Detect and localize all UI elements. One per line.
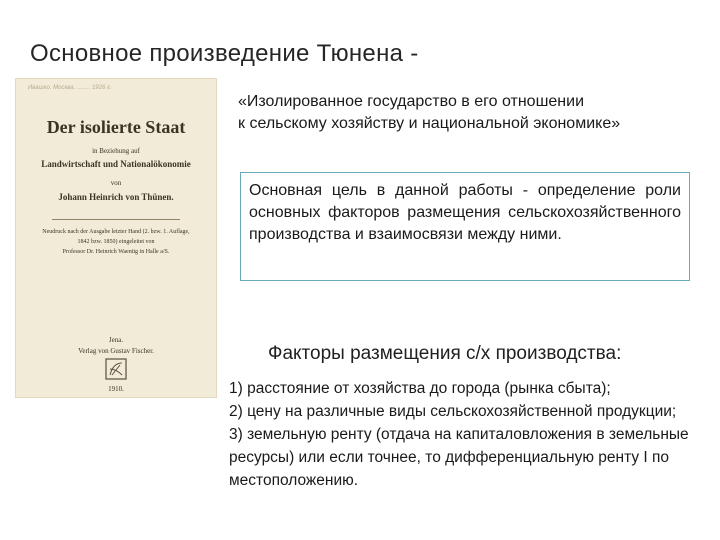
- goal-box: [240, 172, 690, 281]
- work-title: [238, 91, 698, 134]
- cover-subtitle-1: in Beziehung auf: [92, 147, 140, 155]
- slide-title: Основное произведение Тюнена -: [30, 40, 419, 67]
- cover-von: von: [110, 179, 122, 187]
- book-cover-image: [15, 78, 217, 398]
- cover-edition-1: Neudruck nach der Ausgabe letzter Hand (2. bzw. 1. Auflage,: [42, 229, 190, 235]
- cover-city: Jena.: [108, 336, 124, 344]
- work-title-line-1: «Изолированное государство в его отношении: [238, 93, 585, 110]
- factors-heading: Факторы размещения с/х производства:: [268, 343, 622, 364]
- factors-list: [229, 378, 705, 493]
- cover-title: Der isolierte Staat: [46, 117, 186, 137]
- cover-year: 1910.: [108, 385, 124, 393]
- publisher-emblem-icon: [104, 357, 128, 381]
- work-title-line-2: к сельскому хозяйству и национальной экономике»: [238, 114, 621, 132]
- cover-publisher: Verlag von Gustav Fischer.: [78, 347, 154, 355]
- cover-author: Johann Heinrich von Thünen.: [58, 192, 174, 202]
- cover-subtitle-2: Landwirtschaft und Nationalökonomie: [41, 159, 191, 169]
- cover-handwriting: Ивашко. Москва. ........ 1926 г.: [28, 85, 112, 91]
- cover-edition-2: 1842 bzw. 1850) eingeleitet von: [77, 239, 155, 245]
- cover-divider: [52, 219, 180, 220]
- goal-text: Основная цель в данной работы - определение роли основных факторов размещения сельскохозяйственного производства и взаимосвязи между ними.: [249, 182, 681, 244]
- cover-edition-3: Professor Dr. Heinrich Waentig in Halle a/S.: [62, 249, 170, 255]
- factor-item-2: 2) цену на различные виды сельскохозяйственной продукции;: [229, 402, 677, 420]
- factor-item-1: 1) расстояние от хозяйства до города (рынка сбыта);: [229, 380, 611, 397]
- factor-item-3: 3) земельную ренту (отдача на капиталовложения в земельные ресурсы) или если точнее, то дифференциальную ренту I по местоположению.: [229, 425, 689, 489]
